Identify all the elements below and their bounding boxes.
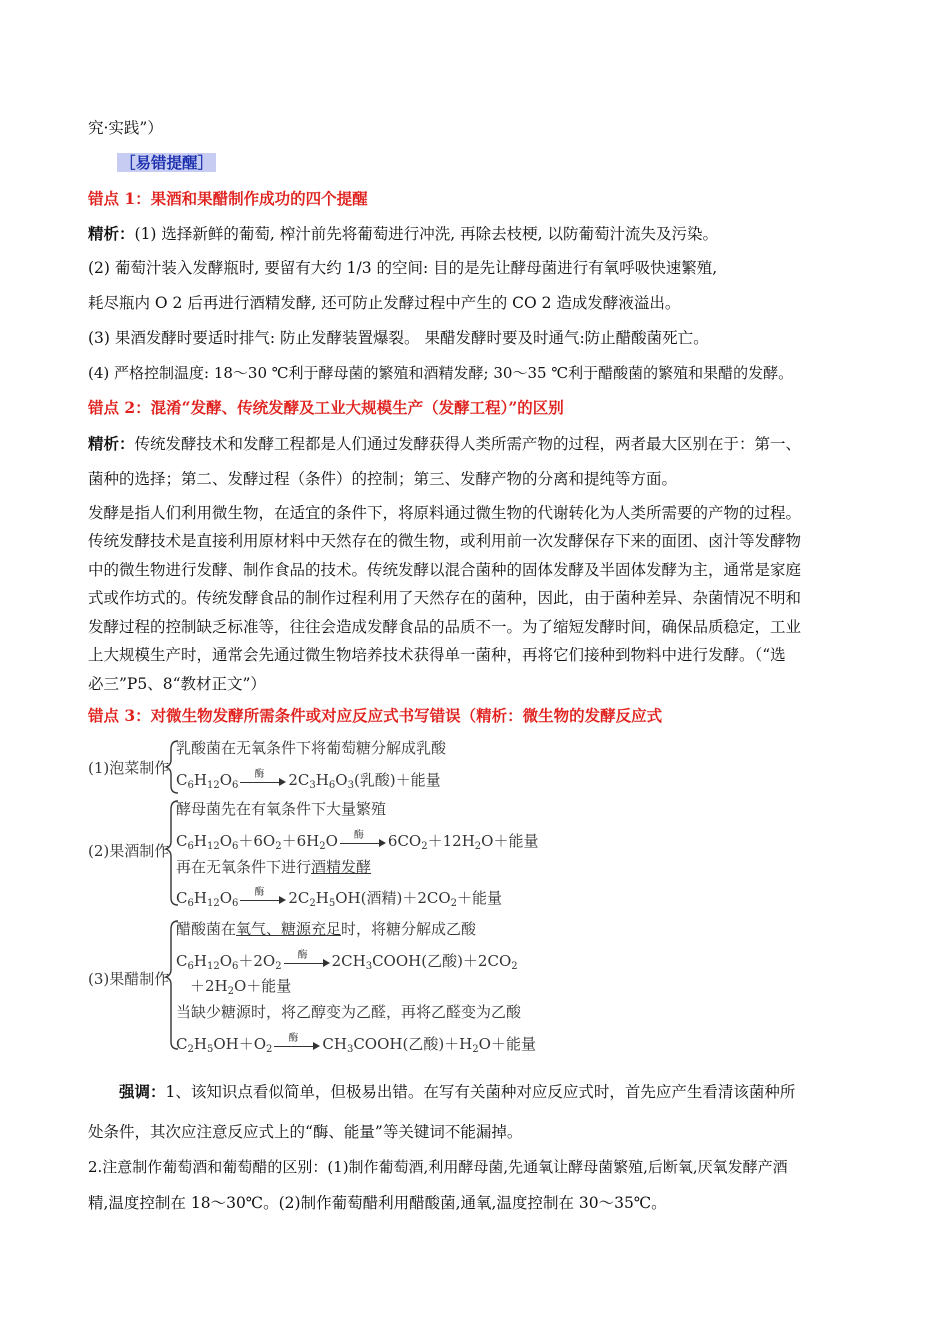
pickle-label: (1)泡菜制作 xyxy=(88,759,170,777)
point3-title: 错点 3：对微生物发酵所需条件或对应反应式书写错误（精析：微生物的发酵反应式 xyxy=(88,706,663,725)
emphasis-label: 强调： xyxy=(119,1082,166,1101)
pickle-equation: $C_6H_{12}O_6$ 酶 $2C_3H_6O_3$(乳酸)＋能量 xyxy=(176,769,441,791)
point2-line9: 必三”P5、8“教材正文”） xyxy=(88,675,266,693)
point2-title: 错点 2：混淆“发酵、传统发酵及工业大规模生产（发酵工程）”的区别 xyxy=(88,398,564,417)
point2-line2: 菌种的选择；第二、发酵过程（条件）的控制；第三、发酵产物的分离和提纯等方面。 xyxy=(88,470,678,488)
emphasis-line4: 精,温度控制在 18～30℃。(2)制作葡萄醋利用醋酸菌,通氧,温度控制在 30～35℃。 xyxy=(88,1194,667,1212)
enzyme-arrow: 酶 xyxy=(284,955,330,969)
wine-equation-aerobic: $C_6H_{12}O_6+6O_2+6H_2O$ 酶 $6CO_2+12H_2O+$能量 xyxy=(176,830,539,852)
vinegar-description-ethanol: 当缺少糖源时，将乙醇变为乙醛，再将乙醛变为乙酸 xyxy=(176,1003,522,1021)
point1-line4: (3) 果酒发酵时要适时排气: 防止发酵装置爆裂。 果醋发酵时要及时通气:防止醋酸菌死亡。 xyxy=(88,329,709,347)
point1-line5: (4) 严格控制温度: 18～30 ℃利于酵母菌的繁殖和酒精发酵; 30～35 ℃利于醋酸菌的繁殖和果醋的发酵。 xyxy=(88,364,794,382)
analysis-label: 精析： xyxy=(88,224,135,243)
wine-description-aerobic: 酵母菌先在有氧条件下大量繁殖 xyxy=(176,800,387,818)
emphasis-line1 xyxy=(119,1082,795,1102)
mistake-reminder-tag: ［易错提醒］ xyxy=(117,153,216,172)
wine-description-anaerobic: 再在无氧条件下进行酒精发酵 xyxy=(176,858,372,876)
point1-line2: (2) 葡萄汁装入发酵瓶时, 要留有大约 1/3 的空间: 目的是先让酵母菌进行有氧呼吸快速繁殖, xyxy=(88,259,718,277)
emphasis-line3: 2.注意制作葡萄酒和葡萄醋的区别：(1)制作葡萄酒,利用酵母菌,先通氧让酵母菌繁殖,后断氧,厌氧发酵产酒 xyxy=(88,1158,788,1176)
enzyme-arrow: 酶 xyxy=(240,774,286,788)
analysis-label: 精析： xyxy=(88,434,135,453)
vinegar-equation-sugar-cont: $+2H_2O+$能量 xyxy=(190,977,292,997)
point2-line6: 式或作坊式的。传统发酵食品的制作过程利用了天然存在的菌种，因此，由于菌种差异、杂菌情况不明和 xyxy=(88,589,802,607)
enzyme-arrow: 酶 xyxy=(274,1038,320,1052)
point1-line3: 耗尽瓶内 O 2 后再进行酒精发酵, 还可防止发酵过程中产生的 CO 2 造成发酵液溢出。 xyxy=(88,294,681,312)
enzyme-arrow: 酶 xyxy=(240,892,286,906)
point2-line5: 中的微生物进行发酵、制作食品的技术。传统发酵以混合菌种的固体发酵及半固体发酵为主，通常是家庭 xyxy=(88,561,802,579)
wine-equation-anaerobic: $C_6H_{12}O_6$ 酶 $2C_2H_5OH$(酒精)$+2CO_2+$能量 xyxy=(176,887,503,909)
point1-title: 错点 1：果酒和果醋制作成功的四个提醒 xyxy=(88,189,368,208)
pickle-description: 乳酸菌在无氧条件下将葡萄糖分解成乳酸 xyxy=(176,739,447,757)
vinegar-label: (3)果醋制作 xyxy=(88,970,170,988)
intro-line: 究·实践”） xyxy=(88,119,163,137)
vinegar-description-sugar: 醋酸菌在氧气、糖源充足时，将糖分解成乙酸 xyxy=(176,920,477,938)
point2-line4: 传统发酵技术是直接利用原材料中天然存在的微生物，或利用前一次发酵保存下来的面团、卤汁等发酵物 xyxy=(88,532,802,550)
wine-label: (2)果酒制作 xyxy=(88,842,170,860)
vinegar-equation-sugar: $C_6H_{12}O_6+2O_2$ 酶 $2CH_3COOH$(乙酸)$+2CO_2$ xyxy=(176,950,518,972)
emphasis-line2: 处条件，其次应注意反应式上的“酶、能量”等关键词不能漏掉。 xyxy=(88,1123,523,1141)
point2-line8: 上大规模生产时，通常会先通过微生物培养技术获得单一菌种，再将它们接种到物料中进行发酵。（“选 xyxy=(88,646,786,664)
point2-line7: 发酵过程的控制缺乏标准等，往往会造成发酵食品的品质不一。为了缩短发酵时间，确保品质稳定，工业 xyxy=(88,618,802,636)
emphasis-text1: 1、该知识点看似简单，但极易出错。在写有关菌种对应反应式时，首先应产生看清该菌种所 xyxy=(165,1083,796,1101)
point2-text1: 传统发酵技术和发酵工程都是人们通过发酵获得人类所需产物的过程，两者最大区别在于：第一、 xyxy=(134,435,802,453)
enzyme-arrow: 酶 xyxy=(340,835,386,849)
vinegar-equation-ethanol: $C_2H_5OH+O_2$ 酶 $CH_3COOH$(乙酸)$+H_2O+$能量 xyxy=(176,1033,536,1055)
point1-text1: (1) 选择新鲜的葡萄, 榨汁前先将葡萄进行冲洗, 再除去枝梗, 以防葡萄汁流失及污染。 xyxy=(134,225,718,243)
point2-line3: 发酵是指人们利用微生物，在适宜的条件下，将原料通过微生物的代谢转化为人类所需要的产物的过程。 xyxy=(88,504,802,522)
